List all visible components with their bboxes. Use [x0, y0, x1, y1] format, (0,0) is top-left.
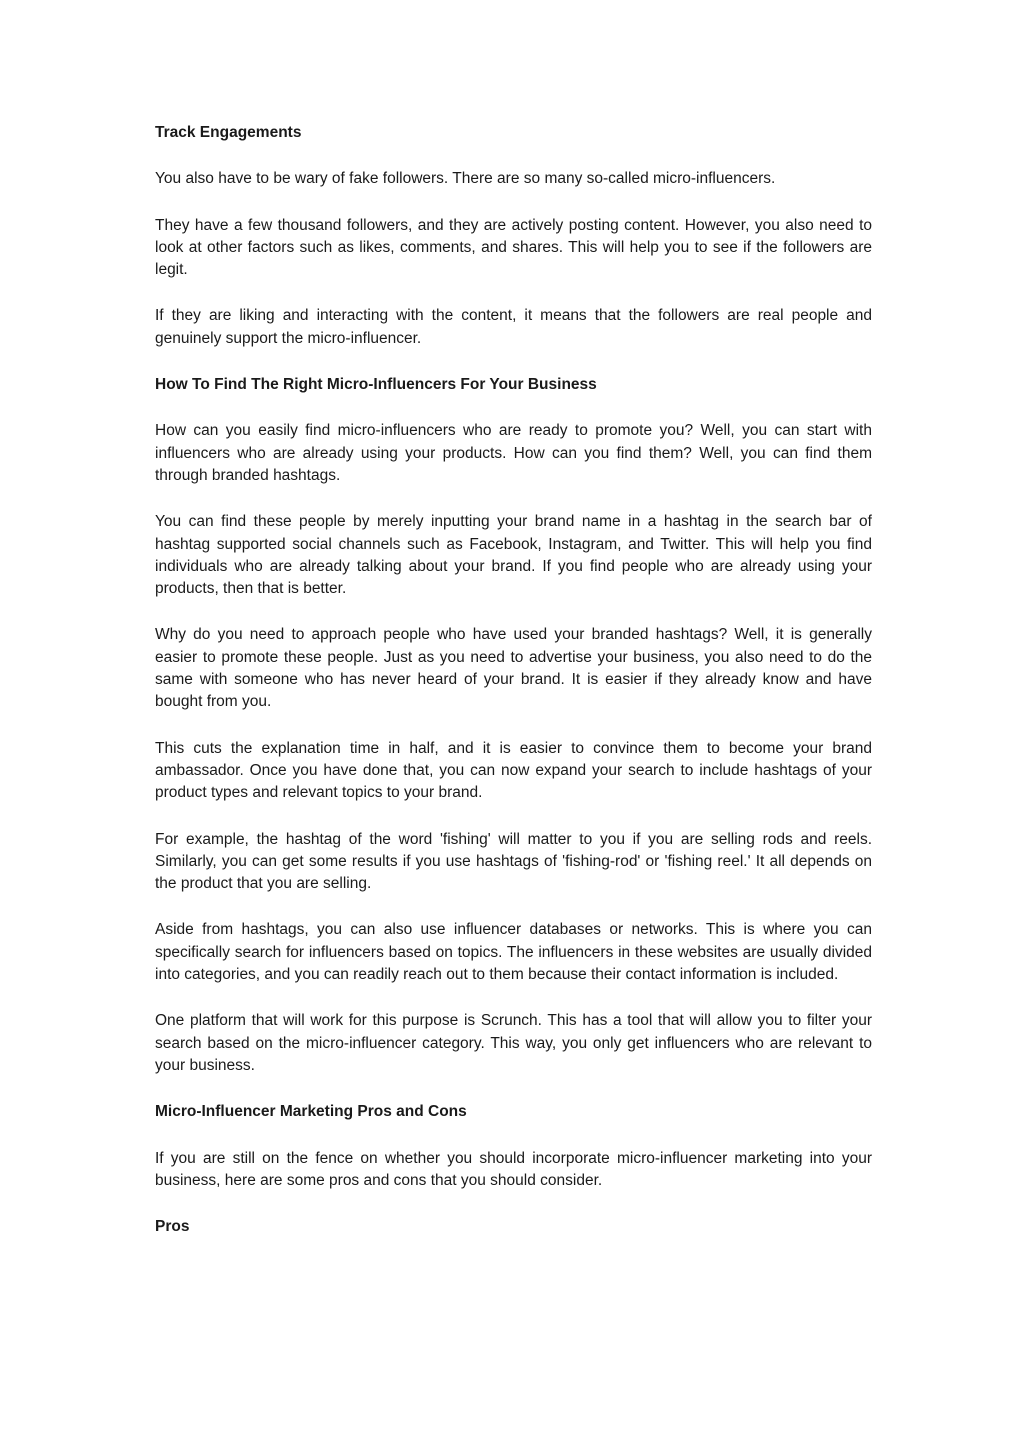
- paragraph: Aside from hashtags, you can also use influencer databases or networks. This is where you can specifically search for influencers based on topics. The influencers in these websites are usually divided into categories, and you can readily reach out to them because their contact information is included.: [155, 921, 872, 984]
- paragraph: How can you easily find micro-influencers who are ready to promote you? Well, you can start with influencers who are already using your products. How can you find them? Well, you can find them through branded hashtags.: [155, 422, 872, 484]
- paragraph: You also have to be wary of fake followers. There are so many so-called micro-influencers.: [155, 170, 776, 188]
- paragraph: Why do you need to approach people who have used your branded hashtags? Well, it is generally easier to promote these people. Just as you need to advertise your business, you also need to do the same with someone who has never heard of your brand. It is easier if they already know and have bought from you.: [155, 626, 872, 711]
- paragraph: For example, the hashtag of the word 'fishing' will matter to you if you are selling rods and reels. Similarly, you can get some results if you use hashtags of 'fishing-rod' or 'fishing reel.' It all depends on the product that you are selling.: [155, 830, 872, 893]
- paragraph: This cuts the explanation time in half, and it is easier to convince them to become your brand ambassador. Once you have done that, you can now expand your search to include hashtags of your product types and relevant topics to your brand.: [155, 739, 872, 802]
- section-heading-track-engagements: Track Engagements: [155, 124, 302, 141]
- paragraph: They have a few thousand followers, and they are actively posting content. However, you also need to look at other factors such as likes, comments, and shares. This will help you to see if the followers are legit.: [155, 216, 872, 279]
- paragraph: If they are liking and interacting with the content, it means that the followers are real people and genuinely support the micro-influencer.: [155, 307, 872, 347]
- paragraph: One platform that will work for this purpose is Scrunch. This has a tool that will allow you to filter your search based on the micro-influencer category. This way, you only get influencers who are relevant to your business.: [155, 1012, 872, 1074]
- paragraph: You can find these people by merely inputting your brand name in a hashtag in the search bar of hashtag supported social channels such as Facebook, Instagram, and Twitter. This will help you find individuals who are already talking about your brand. If you find people who are already using your products, then that is better.: [155, 513, 872, 598]
- paragraph: If you are still on the fence on whether you should incorporate micro-influencer marketing into your business, here are some pros and cons that you should consider.: [155, 1149, 872, 1189]
- section-heading-pros-and-cons: Micro-Influencer Marketing Pros and Cons: [155, 1103, 467, 1121]
- document-page: [155, 122, 872, 1238]
- section-heading-pros: Pros: [155, 1218, 190, 1236]
- section-heading-find-micro-influencers: How To Find The Right Micro-Influencers For Your Business: [155, 376, 597, 394]
